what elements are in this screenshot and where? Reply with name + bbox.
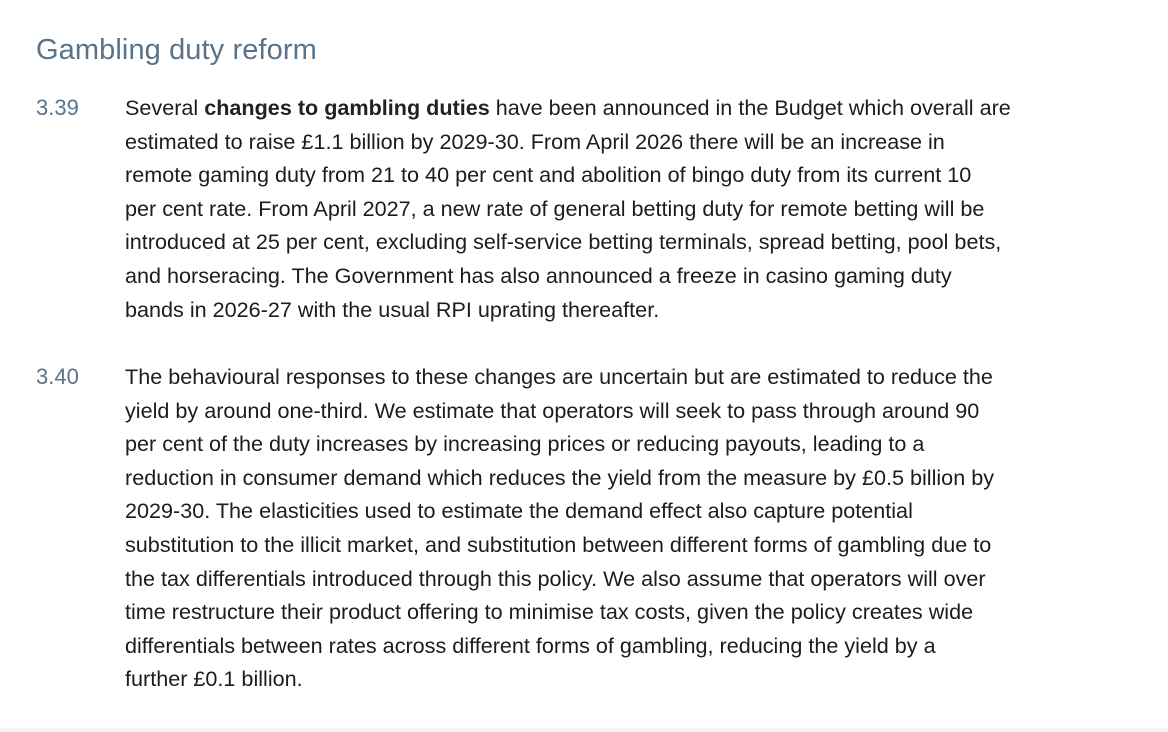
paragraph-line: per cent of the duty increases by increasing prices or reducing payouts, leading to a: [125, 431, 925, 457]
paragraph-line: time restructure their product offering to minimise tax costs, given the policy creates wide: [125, 599, 974, 625]
section-heading: Gambling duty reform: [36, 34, 317, 66]
paragraph-line: [125, 91, 1145, 125]
paragraph-line: the tax differentials introduced through this policy. We also assume that operators will over: [125, 565, 986, 591]
line-text: have been announced in the Budget which overall are: [489, 95, 1011, 120]
paragraph-line: remote gaming duty from 21 to 40 per cent and abolition of bingo duty from its current 10: [125, 162, 972, 188]
paragraph-line: differentials between rates across different forms of gambling, reducing the yield by a: [125, 632, 936, 658]
paragraph-body: [125, 91, 1145, 326]
paragraph-number: 3.40: [36, 364, 79, 389]
paragraph-line: The behavioural responses to these changes are uncertain but are estimated to reduce the: [125, 364, 993, 389]
page-bottom-edge: [0, 728, 1168, 732]
line-text: Several: [125, 95, 205, 120]
paragraph-line: and horseracing. The Government has also announced a freeze in casino gaming duty: [125, 262, 952, 288]
paragraph-line: per cent rate. From April 2027, a new rate of general betting duty for remote betting will be: [125, 195, 985, 221]
paragraph-line: introduced at 25 per cent, excluding self-service betting terminals, spread betting, pool bets,: [125, 229, 1002, 255]
paragraph-line: further £0.1 billion.: [125, 666, 303, 692]
paragraph-line: substitution to the illicit market, and substitution between different forms of gambling due to: [125, 531, 992, 557]
paragraph-number: 3.39: [36, 95, 79, 120]
highlighted-link-text[interactable]: changes to gambling duties: [204, 95, 490, 120]
paragraph-line: bands in 2026-27 with the usual RPI uprating thereafter.: [125, 296, 660, 322]
paragraph-line: 2029-30. The elasticities used to estimate the demand effect also capture potential: [125, 498, 913, 524]
paragraph-line: reduction in consumer demand which reduces the yield from the measure by £0.5 billion by: [125, 464, 995, 490]
paragraph-line: yield by around one-third. We estimate that operators will seek to pass through around 90: [125, 397, 980, 423]
paragraph-line: estimated to raise £1.1 billion by 2029-30. From April 2026 there will be an increase in: [125, 128, 945, 154]
paragraph-body: [125, 360, 1145, 696]
